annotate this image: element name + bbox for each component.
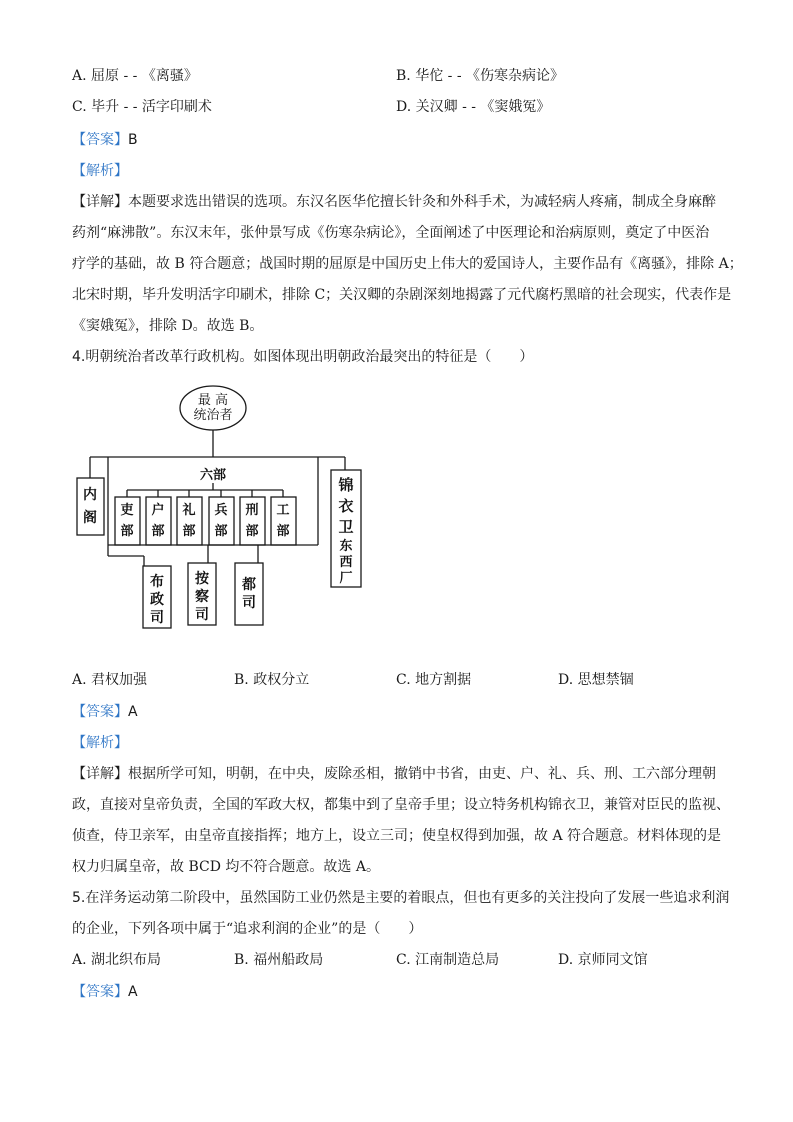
q3-option-d: D. 关汉卿 - - 《窦娥冤》: [396, 99, 551, 115]
q4-option-a: A. 君权加强: [72, 672, 148, 688]
dept-bing-char-2: 部: [214, 524, 228, 539]
buzhengsi-char-3: 司: [150, 610, 164, 626]
q3-option-b: B. 华佗 - - 《伤寒杂病论》: [396, 68, 564, 84]
q4-option-d: D. 思想禁锢: [558, 672, 634, 688]
supreme-ruler-line1: 最 高: [197, 393, 229, 408]
dept-rites-char-1: 礼: [182, 503, 196, 518]
question-number: 4.: [72, 349, 86, 365]
q4-option-b: B. 政权分立: [234, 672, 310, 688]
q5-option-c: C. 江南制造总局: [396, 952, 500, 968]
local-box-dusi: [235, 563, 263, 625]
question-text: 明朝统治者改革行政机构。如图体现出明朝政治最突出的特征是（ ）: [85, 349, 534, 365]
q3-detail-line-5: 《窦娥冤》，排除 D。故选 B。: [72, 318, 264, 334]
answer-value: A: [128, 704, 138, 720]
dept-xing-char-1: 刑: [245, 503, 259, 518]
q5-stem-line-1: [72, 888, 729, 908]
dongxichang-char-1: 东: [339, 539, 353, 554]
question-text: 在洋务运动第二阶段中，虽然国防工业仍然是主要的着眼点，但也有更多的关注投向了发展一些追求利润: [85, 890, 730, 906]
q4-detail-line-4: 权力归属皇帝，故 BCD 均不符合题意。故选 A。: [72, 859, 380, 875]
cabinet-char-1: 内: [83, 487, 97, 503]
dept-hu-char-1: 户: [151, 503, 165, 518]
answer-tag: 【答案】: [72, 132, 128, 148]
q3-detail-line-4: 北宋时期，毕升发明活字印刷术，排除 C；关汉卿的杂剧深刻地揭露了元代腐朽黑暗的社会现实，代表作是: [72, 287, 732, 303]
dept-xing-char-2: 部: [245, 524, 259, 539]
q4-detail-line-2: 政，直接对皇帝负责，全国的军政大权，都集中到了皇帝手里；设立特务机构锦衣卫，兼管对臣民的监视、: [72, 797, 730, 813]
buzhengsi-char-1: 布: [150, 574, 164, 590]
q5-stem-line-2: 的企业，下列各项中属于“追求利润的企业”的是（ ）: [72, 921, 423, 937]
buzhengsi-char-2: 政: [150, 592, 164, 608]
dept-rites-char-2: 部: [182, 524, 196, 539]
anchasi-char-2: 察: [195, 589, 209, 605]
q5-answer: [72, 982, 138, 1002]
detail-tag: 【详解】: [72, 766, 128, 782]
supreme-ruler-line2: 统治者: [193, 408, 233, 423]
detail-text: 本题要求选出错误的选项。东汉名医华佗擅长针灸和外科手术，为减轻病人疼痛，制成全身麻醉: [128, 194, 716, 210]
dept-gong-char-1: 工: [276, 503, 290, 518]
dusi-char-1: 都: [242, 577, 256, 593]
jinyiwei-char-1: 锦: [338, 476, 354, 494]
anchasi-char-3: 司: [195, 607, 209, 623]
q4-detail-line-3: 侦查，侍卫亲军，由皇帝直接指挥；地方上，设立三司；使皇权得到加强，故 A 符合题意。材料体现的是: [72, 828, 722, 844]
cabinet-char-2: 阁: [83, 510, 97, 526]
detail-text: 根据所学可知，明朝，在中央，废除丞相，撤销中书省，由吏、户、礼、兵、刑、工六部分理朝: [128, 766, 716, 782]
answer-value: A: [128, 984, 138, 1000]
q5-option-d: D. 京师同文馆: [558, 952, 648, 968]
dusi-char-2: 司: [242, 595, 256, 611]
jinyiwei-char-3: 卫: [338, 518, 354, 536]
six-ministries-label: 六部: [199, 468, 227, 483]
question-number: 5.: [72, 890, 86, 906]
dept-li-char-2: 部: [120, 524, 134, 539]
dongxichang-char-2: 西: [339, 555, 353, 570]
q4-answer: [72, 702, 138, 722]
answer-tag: 【答案】: [72, 984, 128, 1000]
q4-detail-line-1: [72, 764, 716, 784]
q3-detail-line-2: 药剂“麻沸散”。东汉末年，张仲景写成《伤寒杂病论》，全面阐述了中医理论和治病原则，奠定了中医治: [72, 225, 710, 241]
detail-tag: 【详解】: [72, 194, 128, 210]
q3-option-c: C. 毕升 - - 活字印刷术: [72, 99, 212, 115]
dept-hu-char-2: 部: [151, 524, 165, 539]
q4-analysis-heading: [72, 733, 128, 753]
answer-tag: 【答案】: [72, 704, 128, 720]
q3-option-a: A. 屈原 - - 《离骚》: [72, 68, 198, 84]
dept-li-char-1: 吏: [120, 503, 134, 518]
jinyiwei-char-2: 衣: [338, 497, 354, 515]
dept-gong-char-2: 部: [276, 524, 290, 539]
dongxichang-char-3: 厂: [339, 571, 353, 586]
dept-bing-char-1: 兵: [214, 503, 228, 518]
q5-option-a: A. 湖北织布局: [72, 952, 162, 968]
anchasi-char-1: 按: [195, 571, 209, 587]
analysis-tag: 【解析】: [72, 163, 128, 179]
analysis-tag: 【解析】: [72, 735, 128, 751]
q4-option-c: C. 地方割据: [396, 672, 472, 688]
q3-detail-line-3: 疗学的基础，故 B 符合题意；战国时期的屈原是中国历史上伟大的爱国诗人，主要作品有《离骚》，排除 A；: [72, 256, 743, 272]
answer-value: B: [128, 132, 138, 148]
q5-option-b: B. 福州船政局: [234, 952, 324, 968]
